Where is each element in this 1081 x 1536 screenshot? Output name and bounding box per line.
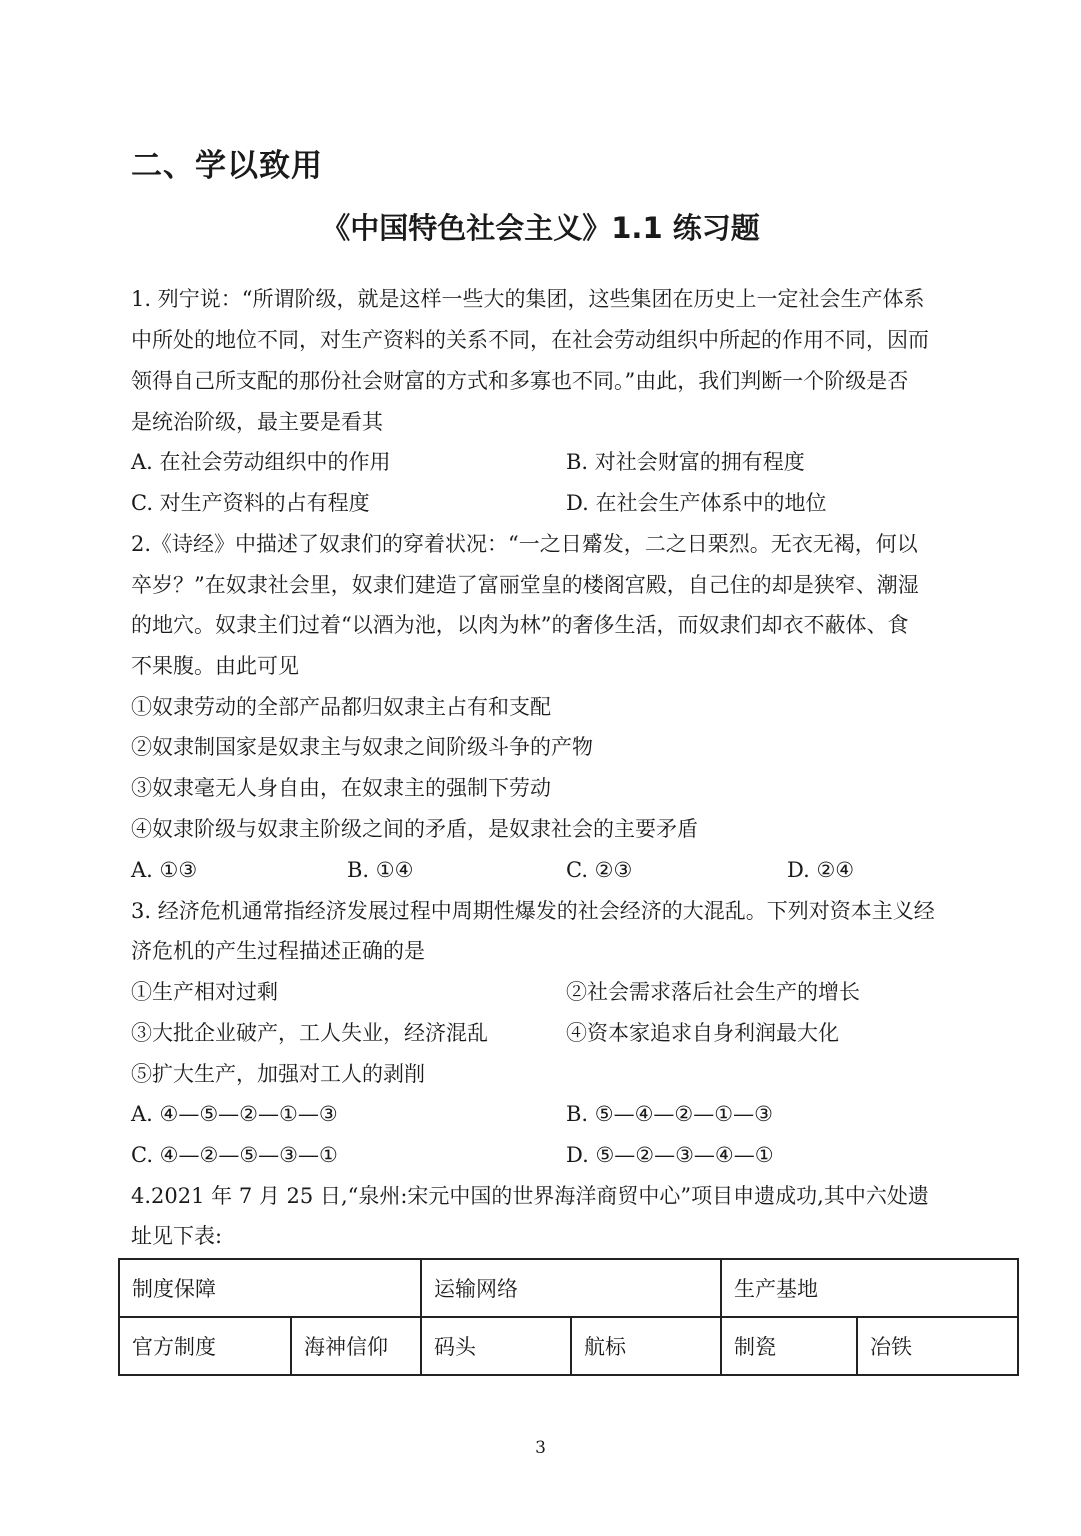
section-heading: 二、学以致用 xyxy=(131,148,323,184)
q2-option-a: A. ①③ xyxy=(131,858,198,882)
q3-option-b: B. ⑤—④—②—①—③ xyxy=(566,1102,773,1126)
q1-stem-line-2: 中所处的地位不同，对生产资料的关系不同，在社会劳动组织中所起的作用不同，因而 xyxy=(131,328,929,352)
table-header-cell: 运输网络 xyxy=(421,1259,721,1317)
q4-stem-line-2: 址见下表: xyxy=(131,1224,223,1248)
q3-statement-1: ①生产相对过剩 xyxy=(131,980,278,1004)
q2-stem-line-2: 卒岁？”在奴隶社会里，奴隶们建造了富丽堂皇的楼阁宫殿，自己住的却是狭窄、潮湿 xyxy=(131,573,919,597)
q2-statement-2: ②奴隶制国家是奴隶主与奴隶之间阶级斗争的产物 xyxy=(131,735,593,759)
q2-option-c: C. ②③ xyxy=(566,858,633,882)
table-cell: 码头 xyxy=(421,1317,571,1375)
q1-option-b: B. 对社会财富的拥有程度 xyxy=(566,450,805,474)
q3-option-c: C. ④—②—⑤—③—① xyxy=(131,1143,338,1167)
q3-statement-3: ③大批企业破产，工人失业，经济混乱 xyxy=(131,1021,488,1045)
q2-stem-line-3: 的地穴。奴隶主们过着“以酒为池，以肉为林”的奢侈生活，而奴隶们却衣不蔽体、食 xyxy=(131,613,909,637)
table-cell: 航标 xyxy=(571,1317,721,1375)
q1-option-c: C. 对生产资料的占有程度 xyxy=(131,491,370,515)
table-row xyxy=(119,1317,1018,1375)
page-number: 3 xyxy=(535,1438,546,1458)
table-cell: 冶铁 xyxy=(857,1317,1018,1375)
q3-option-d: D. ⑤—②—③—④—① xyxy=(566,1143,774,1167)
q2-option-b: B. ①④ xyxy=(347,858,414,882)
q2-statement-3: ③奴隶毫无人身自由，在奴隶主的强制下劳动 xyxy=(131,776,551,800)
q1-stem-line-1: 1. 列宁说：“所谓阶级，就是这样一些大的集团，这些集团在历史上一定社会生产体系 xyxy=(131,287,925,311)
q3-statement-5: ⑤扩大生产，加强对工人的剥削 xyxy=(131,1062,425,1086)
q2-stem-line-4: 不果腹。由此可见 xyxy=(131,654,299,678)
q1-stem-line-4: 是统治阶级，最主要是看其 xyxy=(131,410,383,434)
q3-option-a: A. ④—⑤—②—①—③ xyxy=(131,1102,338,1126)
table-header-cell: 制度保障 xyxy=(119,1259,421,1317)
q4-stem-line-1: 4.2021 年 7 月 25 日,“泉州:宋元中国的世界海洋商贸中心”项目申遗成功,其中六处遗 xyxy=(131,1184,929,1208)
table-cell: 海神信仰 xyxy=(291,1317,421,1375)
document-title: 《中国特色社会主义》1.1 练习题 xyxy=(321,211,760,245)
q1-option-a: A. 在社会劳动组织中的作用 xyxy=(131,450,391,474)
q1-option-d: D. 在社会生产体系中的地位 xyxy=(566,491,827,515)
q1-stem-line-3: 领得自己所支配的那份社会财富的方式和多寡也不同。”由此，我们判断一个阶级是否 xyxy=(131,369,909,393)
q3-statement-4: ④资本家追求自身利润最大化 xyxy=(566,1021,839,1045)
heritage-sites-table xyxy=(118,1258,1019,1376)
q2-option-d: D. ②④ xyxy=(787,858,855,882)
q2-statement-4: ④奴隶阶级与奴隶主阶级之间的矛盾，是奴隶社会的主要矛盾 xyxy=(131,817,698,841)
table-cell: 官方制度 xyxy=(119,1317,291,1375)
table-cell: 制瓷 xyxy=(721,1317,857,1375)
q3-stem-line-2: 济危机的产生过程描述正确的是 xyxy=(131,939,425,963)
q2-statement-1: ①奴隶劳动的全部产品都归奴隶主占有和支配 xyxy=(131,695,551,719)
q3-statement-2: ②社会需求落后社会生产的增长 xyxy=(566,980,860,1004)
table-header-row xyxy=(119,1259,1018,1317)
q3-stem-line-1: 3. 经济危机通常指经济发展过程中周期性爆发的社会经济的大混乱。下列对资本主义经 xyxy=(131,899,935,923)
q2-stem-line-1: 2.《诗经》中描述了奴隶们的穿着状况：“一之日觱发，二之日栗烈。无衣无褐，何以 xyxy=(131,532,918,556)
table-header-cell: 生产基地 xyxy=(721,1259,1018,1317)
